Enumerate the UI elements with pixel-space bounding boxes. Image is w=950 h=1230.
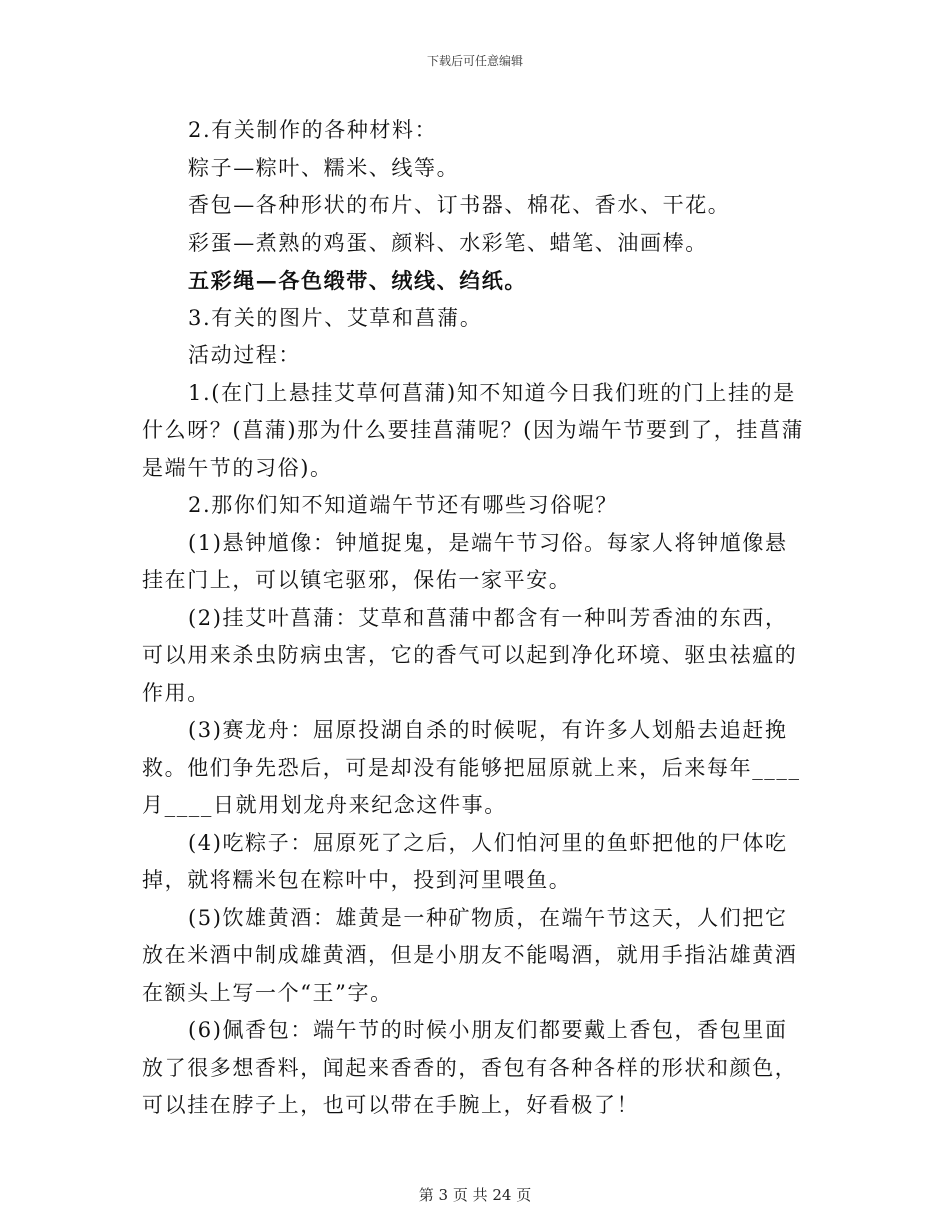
page-footer: 第 3 页 共 24 页: [418, 1186, 532, 1204]
materials-pictures: 3.有关的图片、艾草和菖蒲。: [188, 305, 483, 330]
process-step-1: 1.(在门上悬挂艾草何菖蒲)知不知道今日我们班的门上挂的是什么呀？(菖蒲)那为什么要挂菖蒲呢？(因为端午节要到了，挂菖蒲是端午节的习俗)。: [142, 380, 805, 480]
materials-caidan: 彩蛋—煮熟的鸡蛋、颜料、水彩笔、蜡笔、油画棒。: [188, 230, 708, 255]
materials-wucaisheng: 五彩绳—各色缎带、绒线、绉纸。: [188, 268, 527, 293]
page-header: 下载后可任意编辑: [426, 54, 523, 68]
custom-dragon-boat: (3)赛龙舟：屈原投湖自杀的时候呢，有许多人划船去追赶挽救。他们争先恐后，可是却没有能够把屈原就上来，后来每年____月____日就用划龙舟来纪念这件事。: [142, 718, 801, 817]
document-body: [142, 112, 810, 1125]
custom-aiye-changpu: (2)挂艾叶菖蒲：艾草和菖蒲中都含有一种叫芳香油的东西，可以用来杀虫防病虫害，它的香气可以起到净化环境、驱虫祛瘟的作用。: [142, 605, 798, 705]
custom-zongzi: (4)吃粽子：屈原死了之后，人们怕河里的鱼虾把他的尸体吃掉，就将糯米包在粽叶中，投到河里喂鱼。: [142, 830, 788, 892]
materials-heading: 2.有关制作的各种材料：: [188, 118, 438, 142]
custom-zhongkui: (1)悬钟馗像：钟馗捉鬼，是端午节习俗。每家人将钟馗像悬挂在门上，可以镇宅驱邪，保佑一家平安。: [142, 530, 788, 592]
custom-xionghuang-wine: (5)饮雄黄酒：雄黄是一种矿物质，在端午节这天，人们把它放在米酒中制成雄黄酒，但是小朋友不能喝酒，就用手指沾雄黄酒在额头上写一个“王”字。: [142, 905, 798, 1005]
materials-zongzi: 粽子—粽叶、糯米、线等。: [188, 155, 460, 180]
activity-process-heading: 活动过程：: [188, 343, 301, 367]
custom-xiangbao: (6)佩香包：端午节的时候小朋友们都要戴上香包，香包里面放了很多想香料，闻起来香香的，香包有各种各样的形状和颜色，可以挂在脖子上，也可以带在手腕上，好看极了！: [142, 1018, 798, 1117]
materials-xiangbao: 香包—各种形状的布片、订书器、棉花、香水、干花。: [188, 193, 731, 217]
process-step-2: 2.那你们知不知道端午节还有哪些习俗呢？: [188, 493, 619, 517]
